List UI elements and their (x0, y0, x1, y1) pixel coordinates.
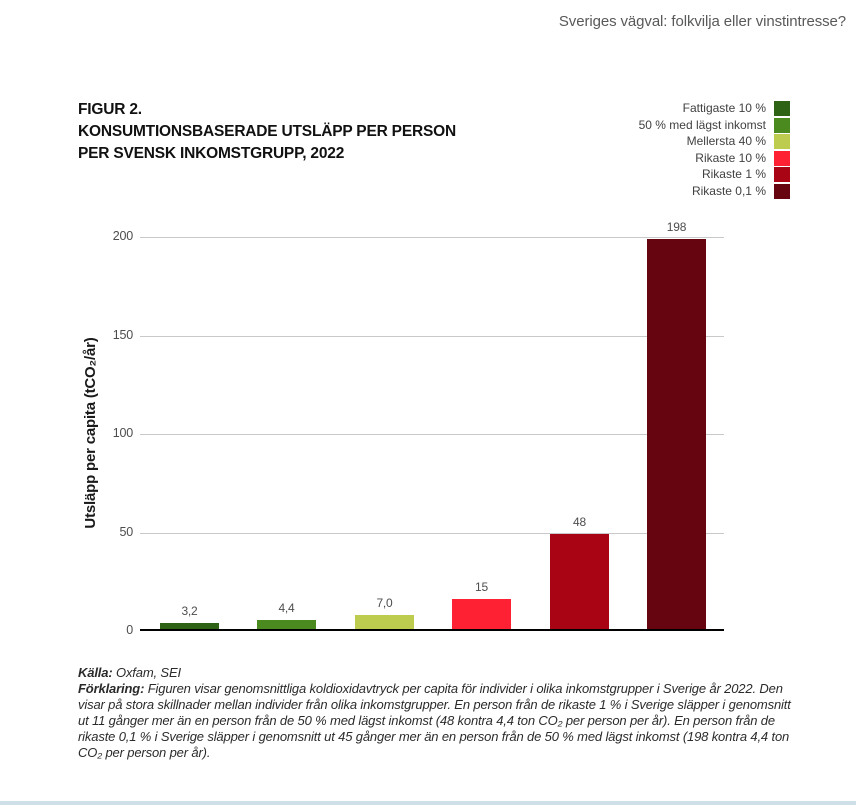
chart-bar (160, 623, 219, 629)
y-axis-title: Utsläpp per capita (tCO₂/år) (82, 337, 99, 529)
source-line (78, 665, 792, 681)
bar-value-label: 198 (666, 220, 687, 234)
legend-label: Rikaste 10 % (695, 150, 766, 165)
chart-bar (647, 239, 706, 629)
gridline (140, 336, 724, 337)
legend-label: Fattigaste 10 % (682, 101, 766, 115)
legend-item (639, 134, 790, 149)
bar-value-label: 4,4 (278, 601, 295, 615)
legend-label: Mellersta 40 % (686, 134, 766, 148)
gridline (140, 237, 724, 238)
running-header: Sveriges vägval: folkvilja eller vinstintresse? (558, 13, 846, 30)
chart-legend (639, 101, 790, 200)
page-bottom-strip (0, 801, 856, 805)
bar-value-label: 15 (475, 580, 488, 594)
plot-area (140, 220, 724, 631)
legend-swatch (774, 134, 790, 149)
gridline (140, 434, 724, 435)
bar-value-label: 7,0 (376, 596, 393, 610)
bar-value-label: 3,2 (181, 604, 198, 618)
legend-item (639, 101, 790, 116)
legend-swatch (774, 184, 790, 199)
explanation-text: Figuren visar genomsnittliga koldioxidavtryck per capita för individer i olika inkomstgrupper i Sverige år 2022. Den visar på stora skillnader mellan individer från olika inkomstgrupper. En person från de rikaste 1 % i Sverige släpper i genomsnitt ut 11 gånger mer än en person från de 50 % med lägst inkomst (48 kontra 4,4 ton CO₂ per person per år). En person från de rikaste 0,1 % i Sverige släpper i genomsnitt ut 45 gånger mer än en person från de 50 % med lägst inkomst (198 kontra 4,4 ton CO₂ per person per år). (78, 681, 791, 760)
legend-item (639, 118, 790, 133)
source-label: Källa: (78, 665, 113, 680)
gridline (140, 533, 724, 534)
figure-title-line-1: FIGUR 2. (78, 101, 142, 118)
figure-caption (78, 665, 792, 761)
legend-label: Rikaste 0,1 % (691, 183, 766, 198)
y-tick-label: 150 (112, 327, 133, 342)
legend-label: Rikaste 1 % (701, 167, 766, 181)
source-value: Oxfam, SEI (112, 665, 181, 680)
legend-swatch (774, 167, 790, 182)
chart-bar (452, 599, 511, 629)
legend-label: 50 % med lägst inkomst (638, 117, 766, 132)
y-tick-label: 200 (112, 229, 133, 243)
figure-title (78, 99, 456, 165)
legend-swatch (774, 151, 790, 166)
chart-bar (355, 615, 414, 629)
figure-title-line-3: PER SVENSK INKOMSTGRUPP, 2022 (78, 145, 345, 162)
explanation-paragraph (78, 681, 792, 761)
y-tick-label: 100 (112, 426, 133, 440)
y-tick-label: 0 (126, 623, 133, 637)
explanation-label: Förklaring: (78, 681, 145, 696)
legend-item (639, 151, 790, 166)
bar-value-label: 48 (573, 515, 586, 529)
figure-title-line-2: KONSUMTIONSBASERADE UTSLÄPP PER PERSON (78, 123, 456, 140)
x-axis-line (140, 629, 724, 631)
y-tick-label: 50 (119, 524, 133, 539)
legend-item (639, 167, 790, 182)
chart-bar (257, 620, 316, 629)
legend-item (639, 184, 790, 199)
chart-bar (550, 534, 609, 629)
legend-swatch (774, 101, 790, 116)
legend-swatch (774, 118, 790, 133)
